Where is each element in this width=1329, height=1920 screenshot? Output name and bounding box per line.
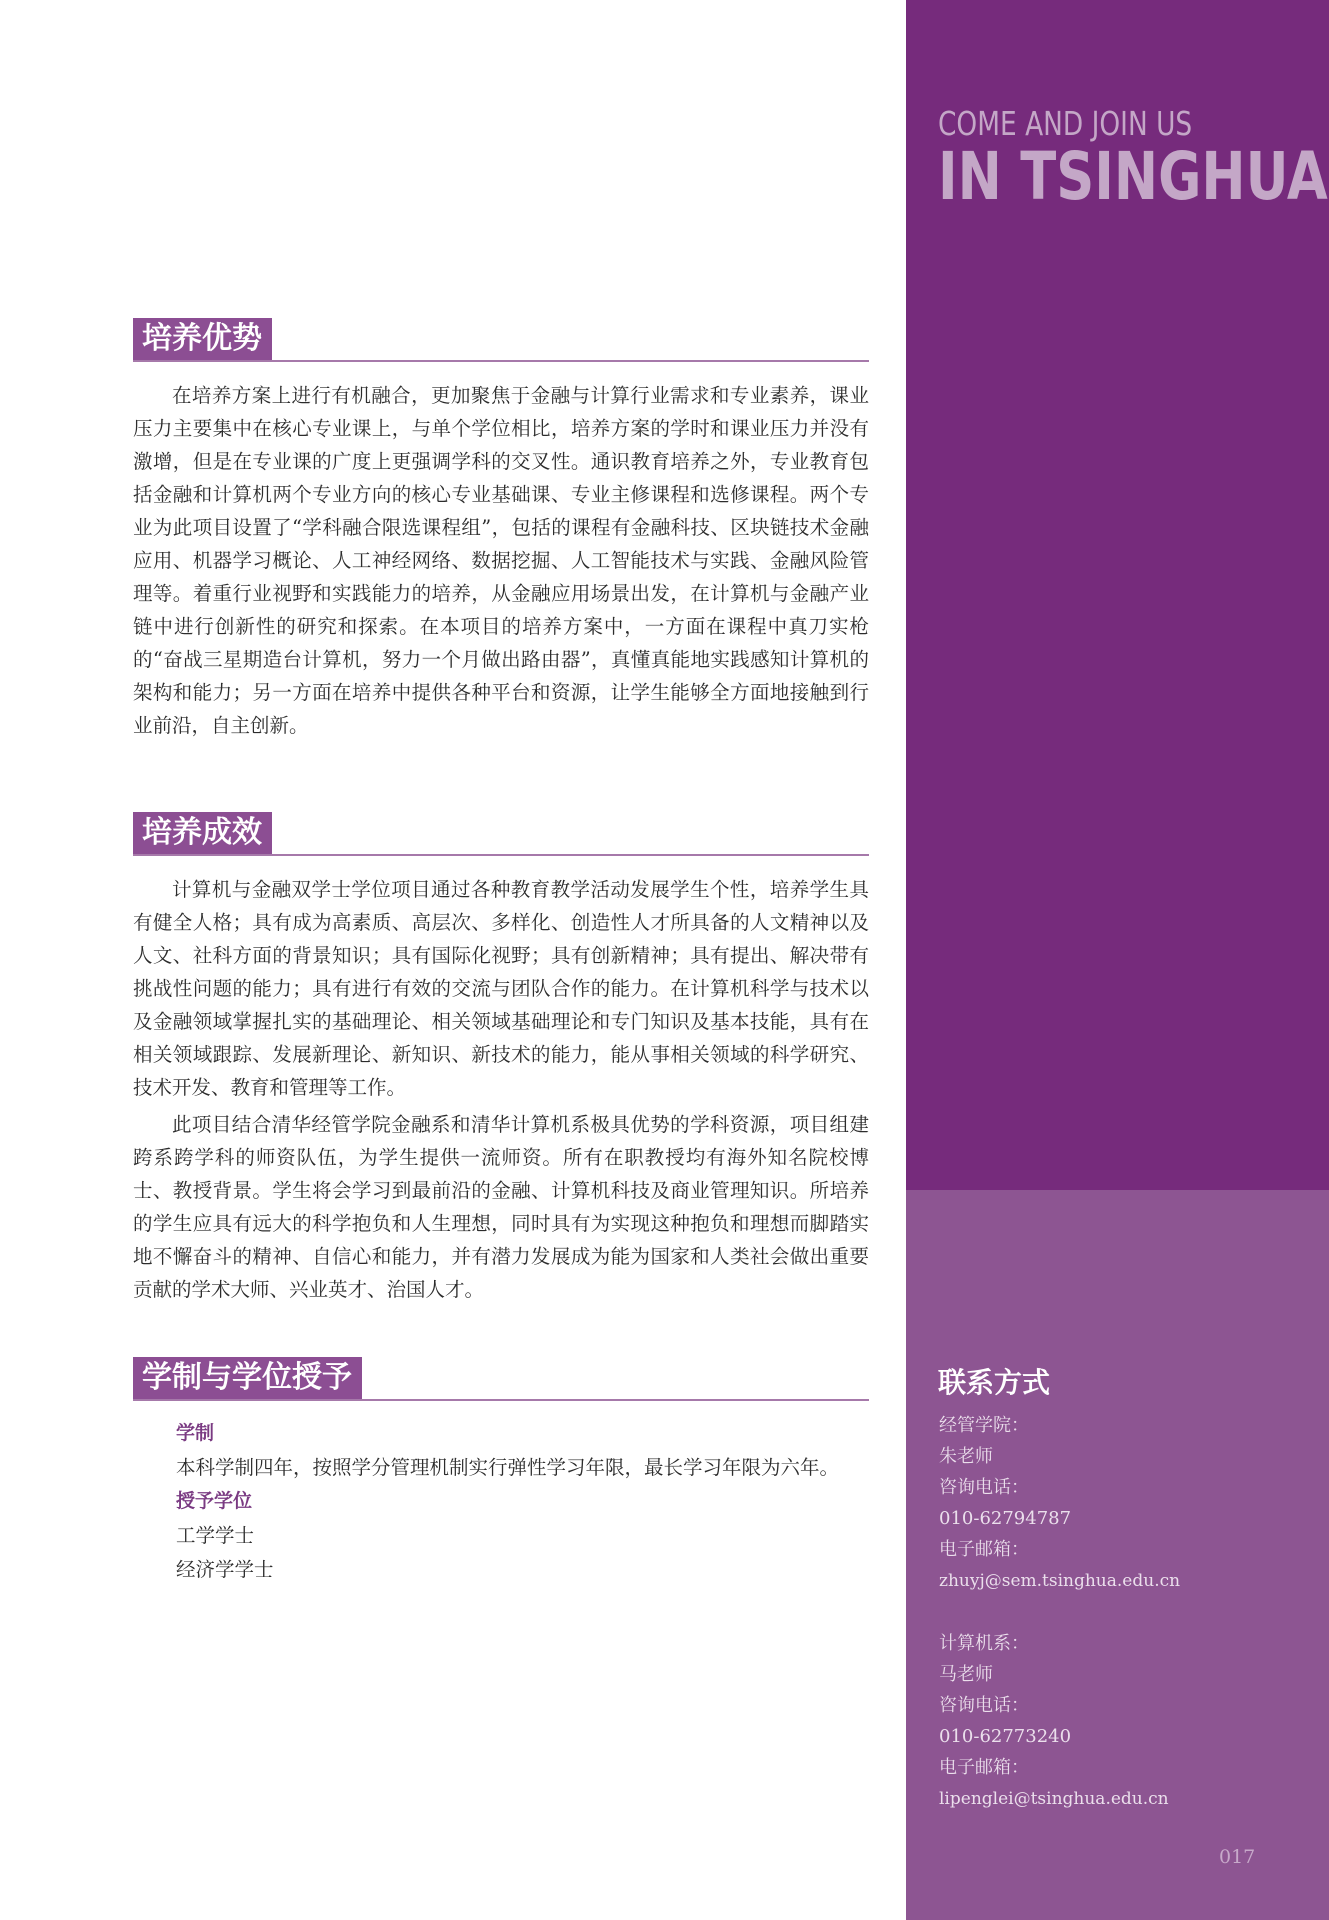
slogan-line-1: COME AND JOIN US <box>938 104 1193 143</box>
section-title: 培养成效 <box>133 812 272 854</box>
contact-cs-email: lipenglei@tsinghua.edu.cn <box>939 1789 1169 1809</box>
contact-cs-teacher: 马老师 <box>939 1664 993 1685</box>
advantages-paragraph: 在培养方案上进行有机融合，更加聚焦于金融与计算行业需求和专业素养，课业压力主要集中在核心专业课上，与单个学位相比，培养方案的学时和课业压力并没有激增，但是在专业课的广度上更强调学科的交叉性。通识教育培养之外，专业教育包括金融和计算机两个专业方向的核心专业基础课、专业主修课程和选修课程。两个专业为此项目设置了“学科融合限选课程组”，包括的课程有金融科技、区块链技术金融应用、机器学习概论、人工神经网络、数据挖掘、人工智能技术与实践、金融风险管理等。着重行业视野和实践能力的培养，从金融应用场景出发，在计算机与金融产业链中进行创新性的研究和探索。在本项目的培养方案中，一方面在课程中真刀实枪的“奋战三星期造台计算机，努力一个月做出路由器”，真懂真能地实践感知计算机的架构和能力；另一方面在培养中提供各种平台和资源，让学生能够全方面地接触到行业前沿，自主创新。 <box>133 384 869 737</box>
contact-title: 联系方式 <box>938 1366 1051 1399</box>
degree-item: 工学学士 <box>176 1524 255 1547</box>
contact-sem-dept: 经管学院： <box>939 1415 1029 1436</box>
schooling-label: 学制 <box>176 1422 215 1444</box>
schooling-text: 本科学制四年，按照学分管理机制实行弹性学习年限，最长学习年限为六年。 <box>176 1456 840 1479</box>
section-heading-advantages <box>133 318 869 362</box>
section-title: 培养优势 <box>133 318 272 360</box>
slogan-line-2: IN TSINGHUA <box>938 138 1328 215</box>
contact-cs-dept: 计算机系： <box>939 1633 1029 1654</box>
section-heading-degree <box>133 1357 869 1401</box>
contact-cs-phone-label: 咨询电话： <box>939 1695 1029 1716</box>
contact-cs-email-label: 电子邮箱： <box>939 1757 1029 1778</box>
page-number: 017 <box>1219 1846 1256 1868</box>
contact-sem-email-label: 电子邮箱： <box>939 1539 1029 1560</box>
slogan <box>938 104 1329 215</box>
contact-sem-phone-label: 咨询电话： <box>939 1477 1029 1498</box>
contact-sem-teacher: 朱老师 <box>939 1446 993 1467</box>
outcomes-paragraph-1: 计算机与金融双学士学位项目通过各种教育教学活动发展学生个性，培养学生具有健全人格；具有成为高素质、高层次、多样化、创造性人才所具备的人文精神以及人文、社科方面的背景知识；具有国际化视野；具有创新精神；具有提出、解决带有挑战性问题的能力；具有进行有效的交流与团队合作的能力。在计算机科学与技术以及金融领域掌握扎实的基础理论、相关领域基础理论和专门知识及基本技能，具有在相关领域跟踪、发展新理论、新知识、新技术的能力，能从事相关领域的科学研究、技术开发、教育和管理等工作。 <box>133 878 869 1099</box>
contact-sem-email: zhuyj@sem.tsinghua.edu.cn <box>939 1571 1181 1591</box>
outcomes-paragraph-2: 此项目结合清华经管学院金融系和清华计算机系极具优势的学科资源，项目组建跨系跨学科的师资队伍，为学生提供一流师资。所有在职教授均有海外知名院校博士、教授背景。学生将会学习到最前沿的金融、计算机科技及商业管理知识。所培养的学生应具有远大的科学抱负和人生理想，同时具有为实现这种抱负和理想而脚踏实地不懈奋斗的精神、自信心和能力，并有潜力发展成为能为国家和人类社会做出重要贡献的学术大师、兴业英才、治国人才。 <box>133 1113 869 1301</box>
contact-sem-phone: 010-62794787 <box>939 1508 1072 1529</box>
section-heading-outcomes <box>133 812 869 856</box>
contact-cs-phone: 010-62773240 <box>939 1726 1072 1747</box>
degree-item: 经济学学士 <box>176 1558 274 1581</box>
section-title: 学制与学位授予 <box>133 1357 362 1399</box>
degree-label: 授予学位 <box>176 1490 253 1512</box>
